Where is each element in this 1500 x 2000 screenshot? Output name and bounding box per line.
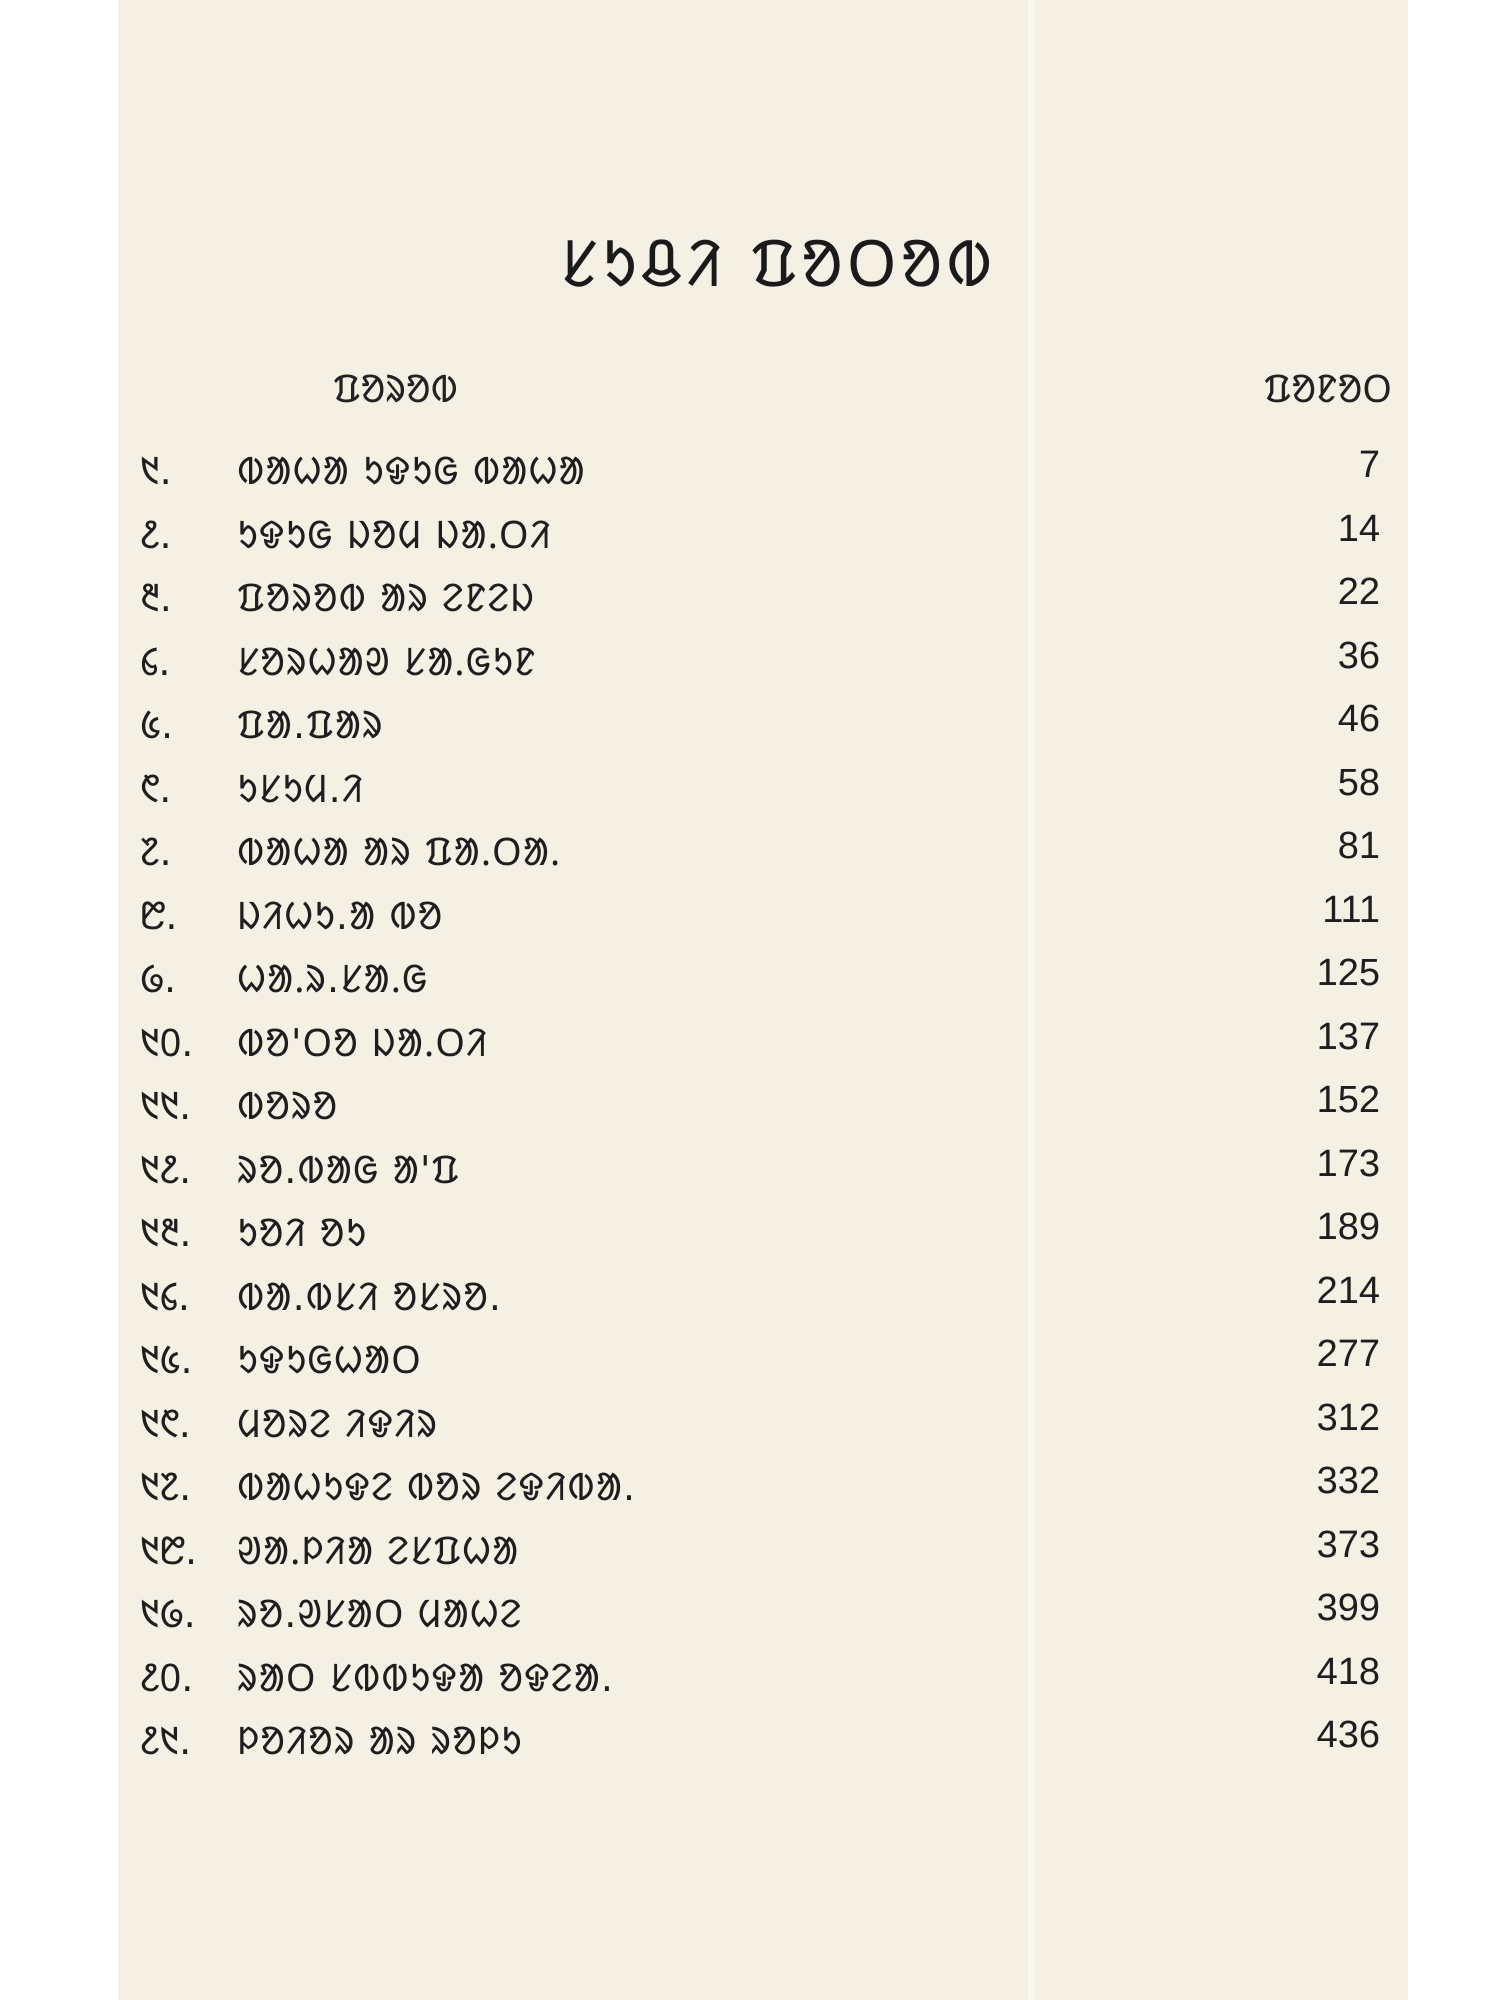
toc-entry: [0, 635, 1500, 699]
entry-page-number: 312: [1316, 1396, 1380, 1439]
toc-entry: [0, 1143, 1500, 1207]
entry-number: ᱒᱐.: [140, 1655, 194, 1700]
entry-page-number: 81: [1337, 825, 1380, 867]
entry-page-number: 436: [1316, 1714, 1380, 1756]
entry-page-number: 137: [1316, 1015, 1380, 1058]
entry-number: ᱑᱐.: [140, 1020, 194, 1065]
entry-number: ᱓.: [140, 576, 172, 620]
entry-number: ᱑᱓.: [140, 1211, 192, 1255]
entry-number: ᱙.: [140, 957, 177, 1001]
entry-title: ᱥᱚᱨᱦᱟᱣ ᱥᱟᱹᱜᱩᱱ: [237, 639, 537, 684]
entry-page-number: 152: [1316, 1079, 1380, 1121]
entry-page-number: 111: [1322, 888, 1380, 931]
entry-title: ᱞᱚᱤᱚᱨ ᱟᱨ ᱨᱚᱞᱩ: [237, 1719, 523, 1763]
entry-title: ᱨᱚ.ᱵᱟᱜ ᱟ'ᱯ: [237, 1147, 461, 1192]
toc-entry: [0, 444, 1500, 508]
entry-page-number: 173: [1316, 1142, 1380, 1185]
entry-number: ᱑᱕.: [140, 1338, 193, 1382]
entry-title: ᱯᱚᱨᱚᱵ ᱟᱨ ᱮᱱᱮᱡ: [237, 576, 536, 620]
entry-number: ᱘.: [140, 893, 178, 938]
toc-entry: [0, 1333, 1500, 1397]
entry-title: ᱵᱟᱦᱩᱫᱮ ᱵᱚᱨ ᱮᱫᱤᱵᱟ.: [237, 1465, 637, 1509]
entry-page-number: 36: [1337, 634, 1380, 677]
entry-title: ᱩᱫᱩᱜᱦᱟᱛ: [237, 1338, 422, 1382]
table-of-contents: [0, 444, 1500, 1778]
entry-page-number: 7: [1358, 444, 1380, 486]
toc-entry: [0, 952, 1500, 1016]
toc-entry: [0, 698, 1500, 762]
entry-page-number: 46: [1337, 698, 1380, 740]
entry-page-number: 14: [1337, 507, 1380, 550]
entry-title: ᱢᱚᱨᱮ ᱤᱫᱤᱨ: [237, 1401, 439, 1446]
entry-number: ᱖.: [140, 766, 172, 811]
entry-number: ᱑᱘.: [140, 1528, 198, 1573]
toc-entry: [0, 825, 1500, 889]
toc-entry: [0, 1651, 1500, 1715]
toc-entry: [0, 1270, 1500, 1334]
entry-title: ᱦᱟᱹᱨ.ᱥᱟᱹᱜ: [237, 957, 429, 1001]
entry-title: ᱣᱟᱹᱞᱤᱟ ᱮᱥᱯᱦᱟ: [237, 1528, 520, 1573]
entry-page-number: 58: [1337, 761, 1380, 804]
toc-entry: [0, 762, 1500, 826]
entry-number: ᱑᱗.: [140, 1465, 192, 1509]
toc-entry: [0, 1524, 1500, 1588]
entry-page-number: 418: [1316, 1650, 1380, 1693]
entry-title: ᱵᱚᱨᱚ: [237, 1084, 339, 1128]
page-title: ᱥᱩᱪᱤ ᱯᱚᱛᱚᱵ: [560, 228, 997, 302]
entry-title: ᱵᱚ'ᱛᱚ ᱡᱟᱹᱛᱤ: [237, 1020, 489, 1065]
entry-title: ᱩᱚᱤ ᱚᱩ: [237, 1211, 368, 1255]
entry-page-number: 399: [1316, 1587, 1380, 1629]
toc-entry: [0, 1587, 1500, 1651]
entry-title: ᱨᱟᱛ ᱥᱵᱵᱩᱫᱟ ᱚᱫᱮᱟ.: [237, 1655, 614, 1700]
toc-entry: [0, 508, 1500, 572]
entry-page-number: 214: [1316, 1269, 1380, 1312]
entry-number: ᱑.: [140, 449, 172, 493]
entry-number: ᱑᱙.: [140, 1592, 196, 1636]
entry-page-number: 277: [1316, 1333, 1380, 1375]
entry-title: ᱵᱟᱦᱟ ᱩᱫᱩᱜ ᱵᱟᱦᱟ: [237, 449, 586, 493]
entry-number: ᱒᱑.: [140, 1719, 192, 1763]
toc-entry: [0, 1016, 1500, 1080]
entry-number: ᱑᱖.: [140, 1401, 191, 1446]
entry-title: ᱵᱟ.ᱵᱥᱤ ᱚᱥᱨᱚ.: [237, 1274, 502, 1319]
toc-entry: [0, 1079, 1500, 1143]
entry-number: ᱗.: [140, 830, 172, 874]
entry-number: ᱒.: [140, 512, 172, 557]
toc-entry: [0, 1460, 1500, 1524]
entry-number: ᱔.: [140, 639, 171, 684]
entry-title: ᱵᱟᱦᱟ ᱟᱨ ᱯᱟᱹᱛᱟᱹ: [237, 830, 562, 874]
toc-entry: [0, 1206, 1500, 1270]
entry-title: ᱨᱚ.ᱣᱥᱟᱛ ᱢᱟᱦᱮ: [237, 1592, 523, 1636]
entry-number: ᱕.: [140, 703, 174, 747]
toc-entry: [0, 1397, 1500, 1461]
entry-page-number: 22: [1337, 571, 1380, 613]
entry-title: ᱩᱥᱩᱢ.ᱤ: [237, 766, 365, 811]
entry-page-number: 189: [1316, 1206, 1380, 1248]
entry-page-number: 373: [1316, 1523, 1380, 1566]
entry-page-number: 332: [1316, 1460, 1380, 1502]
toc-entry: [0, 571, 1500, 635]
entry-title: ᱯᱟ.ᱯᱟᱨ: [237, 703, 384, 747]
entry-number: ᱑᱔.: [140, 1274, 191, 1319]
entry-title: ᱡᱤᱦᱩ.ᱟ ᱵᱚ: [237, 893, 444, 938]
entry-number: ᱑᱒.: [140, 1147, 192, 1192]
entry-title: ᱩᱫᱩᱜ ᱡᱚᱢ ᱡᱟᱹᱛᱤ: [237, 512, 552, 557]
toc-entry: [0, 889, 1500, 953]
column-header-page: ᱯᱚᱱᱚᱛ: [1263, 367, 1392, 411]
column-header-chapter: ᱯᱚᱨᱚᱵ: [333, 367, 458, 411]
entry-page-number: 125: [1316, 952, 1380, 994]
entry-number: ᱑᱑.: [140, 1084, 192, 1128]
toc-entry: [0, 1714, 1500, 1778]
